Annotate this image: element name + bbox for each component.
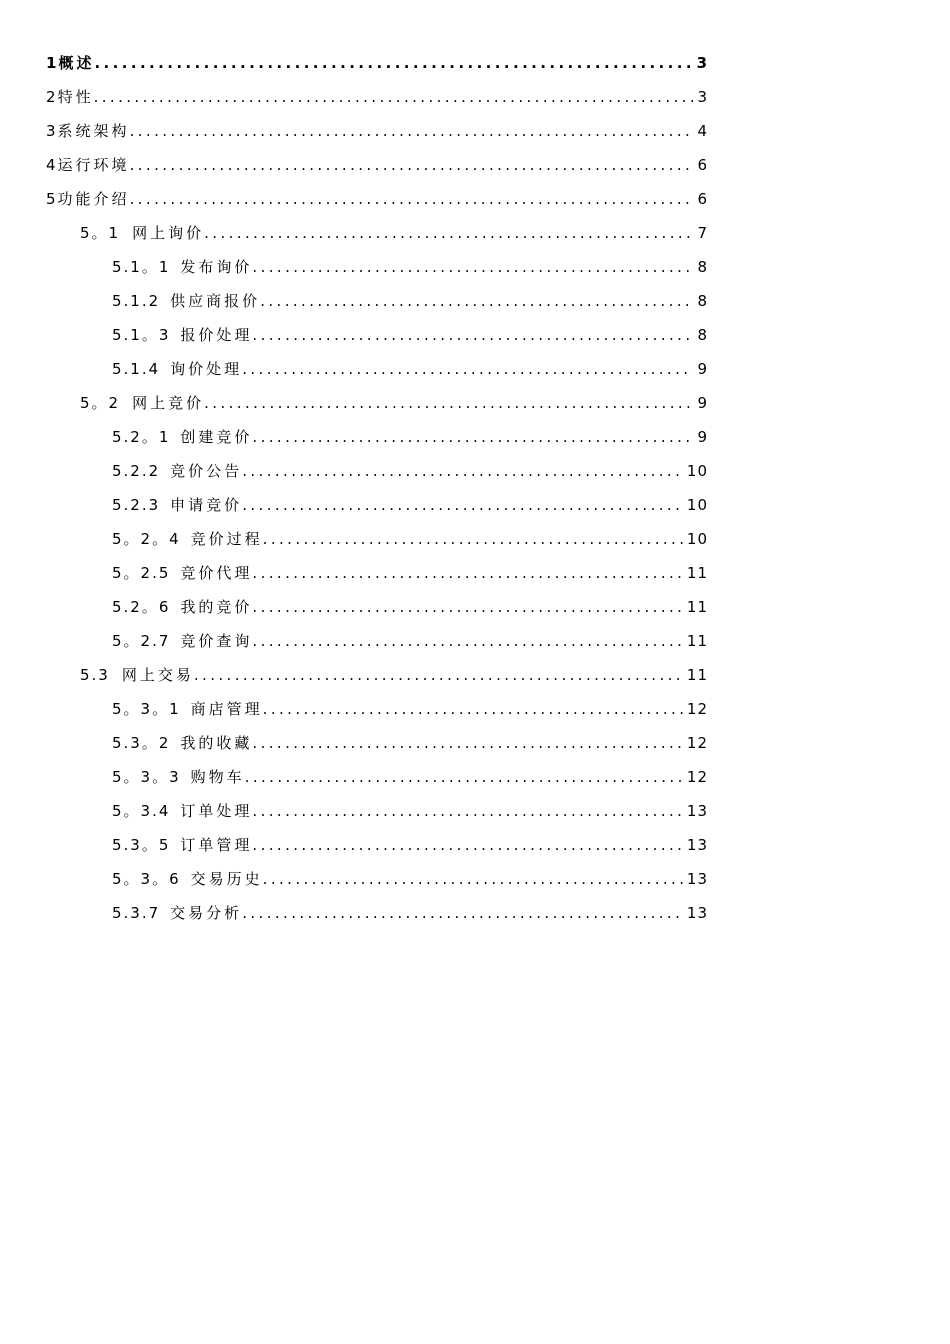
toc-dot-leader [194, 658, 683, 692]
toc-entry-number: 3 [46, 122, 58, 140]
toc-entry-title: 我的竞价 [180, 598, 253, 616]
toc-entry-title: 竞价代理 [180, 564, 253, 582]
toc-dot-leader [252, 420, 693, 454]
toc-entry[interactable] [0, 522, 950, 556]
toc-entry[interactable] [0, 46, 950, 80]
toc-entry-number: 5.3 [80, 666, 110, 684]
toc-entry-page-number: 12 [686, 700, 708, 718]
toc-entry-number: 5。3。6 [112, 870, 181, 888]
toc-entry[interactable] [0, 658, 950, 692]
toc-entry-number: 5.2.2 [112, 462, 161, 480]
toc-entry-page-number: 13 [686, 904, 708, 922]
toc-dot-leader [245, 760, 683, 794]
toc-entry-page-number: 11 [686, 666, 708, 684]
toc-entry-page-number: 10 [686, 530, 708, 548]
toc-entry-page-number: 12 [686, 768, 708, 786]
toc-entry-title: 功能介绍 [57, 190, 130, 208]
toc-entry-number: 5。2.5 [112, 564, 171, 582]
toc-dot-leader [242, 454, 683, 488]
toc-entry-number: 2 [46, 88, 58, 106]
toc-entry-title: 系统架构 [57, 122, 130, 140]
toc-entry-number: 5。3。3 [112, 768, 181, 786]
toc-entry-title: 竞价查询 [180, 632, 253, 650]
toc-entry-page-number: 10 [686, 496, 708, 514]
toc-entry[interactable] [0, 794, 950, 828]
toc-entry-page-number: 12 [686, 734, 708, 752]
toc-entry-number: 5.3.7 [112, 904, 161, 922]
table-of-contents [0, 46, 950, 930]
toc-entry-page-number: 13 [686, 802, 708, 820]
toc-entry-number: 5。1 [80, 224, 121, 242]
toc-entry-number: 5.3。2 [112, 734, 171, 752]
toc-dot-leader [130, 148, 694, 182]
toc-entry[interactable] [0, 284, 950, 318]
toc-entry[interactable] [0, 488, 950, 522]
toc-entry-title: 竞价过程 [190, 530, 263, 548]
toc-entry-title: 网上竞价 [132, 394, 205, 412]
toc-entry-number: 5.1.4 [112, 360, 161, 378]
toc-dot-leader [252, 794, 682, 828]
toc-entry-title: 我的收藏 [180, 734, 253, 752]
toc-entry-title: 创建竞价 [180, 428, 253, 446]
toc-dot-leader [252, 250, 693, 284]
toc-entry[interactable] [0, 318, 950, 352]
toc-dot-leader [252, 624, 682, 658]
toc-entry-number: 5.1.2 [112, 292, 161, 310]
toc-dot-leader [204, 216, 693, 250]
toc-entry-number: 5。3.4 [112, 802, 171, 820]
toc-entry-page-number: 9 [697, 394, 708, 412]
toc-dot-leader [263, 692, 683, 726]
toc-dot-leader [130, 114, 694, 148]
toc-entry-page-number: 11 [686, 598, 708, 616]
toc-entry[interactable] [0, 386, 950, 420]
toc-dot-leader [130, 182, 694, 216]
toc-entry-title: 报价处理 [180, 326, 253, 344]
toc-entry-title: 订单管理 [180, 836, 253, 854]
toc-entry-page-number: 9 [697, 428, 708, 446]
toc-entry-number: 5.2.3 [112, 496, 161, 514]
toc-dot-leader [94, 80, 694, 114]
toc-entry[interactable] [0, 828, 950, 862]
toc-entry-number: 5.2。1 [112, 428, 171, 446]
toc-dot-leader [252, 556, 682, 590]
toc-entry-title: 运行环境 [57, 156, 130, 174]
toc-dot-leader [252, 828, 682, 862]
toc-entry-page-number: 3 [697, 88, 708, 106]
toc-entry-number: 5.1。1 [112, 258, 171, 276]
toc-entry-number: 5.1。3 [112, 326, 171, 344]
toc-entry-page-number: 4 [697, 122, 708, 140]
toc-dot-leader [204, 386, 693, 420]
toc-entry-title: 发布询价 [180, 258, 253, 276]
toc-entry-title: 网上交易 [121, 666, 194, 684]
toc-entry-number: 5。3。1 [112, 700, 181, 718]
toc-entry[interactable] [0, 760, 950, 794]
toc-dot-leader [242, 352, 693, 386]
toc-dot-leader [242, 488, 683, 522]
toc-entry[interactable] [0, 148, 950, 182]
toc-entry[interactable] [0, 726, 950, 760]
toc-entry-title: 订单处理 [180, 802, 253, 820]
toc-entry[interactable] [0, 624, 950, 658]
toc-entry-page-number: 8 [697, 292, 708, 310]
toc-entry[interactable] [0, 216, 950, 250]
toc-entry[interactable] [0, 80, 950, 114]
toc-dot-leader [252, 318, 693, 352]
toc-entry-number: 5。2。4 [112, 530, 181, 548]
toc-entry-number: 5。2.7 [112, 632, 171, 650]
toc-entry-title: 询价处理 [170, 360, 243, 378]
toc-entry[interactable] [0, 420, 950, 454]
toc-dot-leader [94, 46, 692, 80]
toc-entry-page-number: 10 [686, 462, 708, 480]
toc-entry-page-number: 6 [697, 156, 708, 174]
toc-entry[interactable] [0, 556, 950, 590]
toc-entry-page-number: 13 [686, 836, 708, 854]
toc-entry-title: 申请竞价 [170, 496, 243, 514]
toc-entry-number: 5。2 [80, 394, 121, 412]
toc-dot-leader [263, 862, 683, 896]
toc-dot-leader [252, 726, 682, 760]
toc-entry[interactable] [0, 454, 950, 488]
toc-entry[interactable] [0, 114, 950, 148]
toc-entry[interactable] [0, 352, 950, 386]
toc-entry-page-number: 11 [686, 632, 708, 650]
toc-entry-page-number: 8 [697, 258, 708, 276]
toc-dot-leader [260, 284, 693, 318]
toc-entry[interactable] [0, 590, 950, 624]
toc-entry-title: 购物车 [190, 768, 245, 786]
toc-entry-page-number: 3 [696, 54, 708, 72]
toc-entry-page-number: 7 [697, 224, 708, 242]
toc-entry-page-number: 13 [686, 870, 708, 888]
toc-entry-number: 5.2。6 [112, 598, 171, 616]
toc-entry[interactable] [0, 250, 950, 284]
toc-dot-leader [252, 590, 682, 624]
toc-dot-leader [263, 522, 683, 556]
toc-entry-number: 5 [46, 190, 58, 208]
toc-entry-title: 商店管理 [190, 700, 263, 718]
toc-entry[interactable] [0, 896, 950, 930]
toc-entry[interactable] [0, 182, 950, 216]
toc-entry-title: 交易历史 [190, 870, 263, 888]
toc-entry-number: 4 [46, 156, 58, 174]
toc-entry-title: 交易分析 [170, 904, 243, 922]
toc-entry-number: 1 [46, 54, 59, 72]
toc-entry[interactable] [0, 862, 950, 896]
toc-entry-title: 概述 [58, 54, 95, 72]
toc-entry-page-number: 6 [697, 190, 708, 208]
toc-entry-number: 5.3。5 [112, 836, 171, 854]
toc-entry-page-number: 8 [697, 326, 708, 344]
toc-entry-page-number: 11 [686, 564, 708, 582]
toc-entry-title: 供应商报价 [170, 292, 261, 310]
toc-entry-title: 竞价公告 [170, 462, 243, 480]
toc-entry-title: 网上询价 [132, 224, 205, 242]
toc-entry-title: 特性 [57, 88, 94, 106]
toc-entry[interactable] [0, 692, 950, 726]
toc-dot-leader [242, 896, 683, 930]
toc-entry-page-number: 9 [697, 360, 708, 378]
